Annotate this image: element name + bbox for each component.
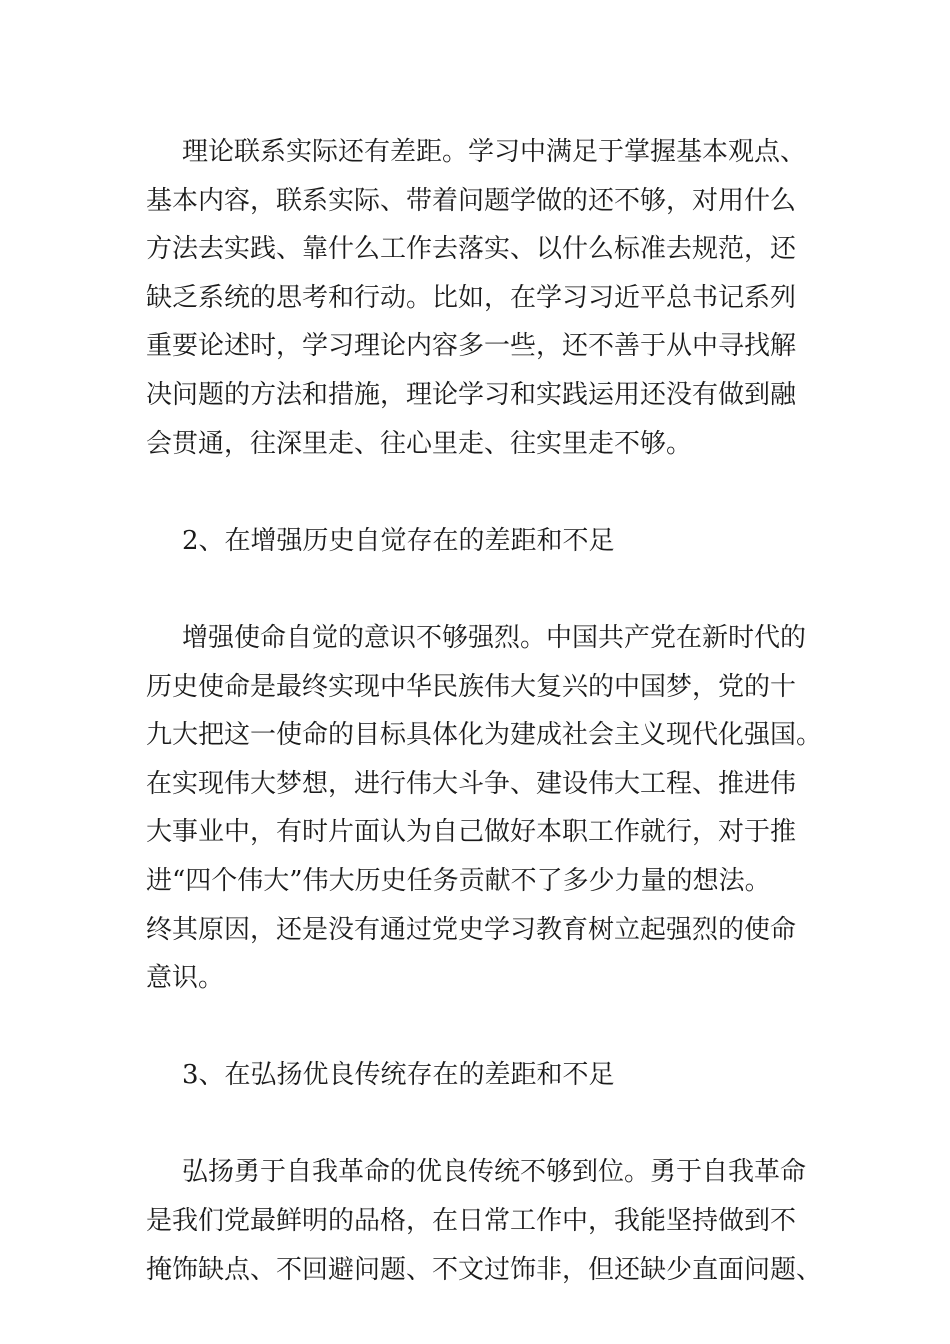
text-line: 重要论述时，学习理论内容多一些，还不善于从中寻找解 <box>146 331 797 362</box>
paragraph-gap <box>146 1003 806 1052</box>
text-line: 终其原因，还是没有通过党史学习教育树立起强烈的使命 <box>146 914 797 945</box>
text-line: 意识。 <box>146 963 225 994</box>
text-line: 掩饰缺点、不回避问题、不文过饰非，但还缺少直面问题、 <box>146 1254 823 1285</box>
paragraph-gap <box>146 468 806 517</box>
text-line: 缺乏系统的思考和行动。比如，在学习习近平总书记系列 <box>146 282 797 313</box>
section-heading-2 <box>146 517 806 566</box>
text-line: 决问题的方法和措施，理论学习和实践运用还没有做到融 <box>146 379 797 410</box>
text-line: 大事业中，有时片面认为自己做好本职工作就行，对于推 <box>146 817 797 848</box>
paragraph-self-revolution <box>146 1148 823 1294</box>
heading-line: 2、在增强历史自觉存在的差距和不足 <box>182 525 615 556</box>
paragraph-mission <box>146 614 823 1003</box>
paragraph-gap <box>146 1100 806 1149</box>
text-line: 历史使命是最终实现中华民族伟大复兴的中国梦，党的十 <box>146 671 797 702</box>
text-line: 在实现伟大梦想，进行伟大斗争、建设伟大工程、推进伟 <box>146 768 797 799</box>
text-line: 增强使命自觉的意识不够强烈。中国共产党在新时代的 <box>182 622 807 653</box>
text-line: 九大把这一使命的目标具体化为建成社会主义现代化强国。 <box>146 720 823 751</box>
text-line: 弘扬勇于自我革命的优良传统不够到位。勇于自我革命 <box>182 1157 807 1188</box>
text-line: 基本内容，联系实际、带着问题学做的还不够，对用什么 <box>146 185 797 216</box>
text-line: 理论联系实际还有差距。学习中满足于掌握基本观点、 <box>182 137 807 167</box>
text-line: 进“四个伟大”伟大历史任务贡献不了多少力量的想法。 <box>146 865 771 896</box>
text-line: 是我们党最鲜明的品格，在日常工作中，我能坚持做到不 <box>146 1206 797 1237</box>
section-heading-3 <box>146 1051 806 1100</box>
paragraph-gap <box>146 565 806 614</box>
text-line: 会贯通，往深里走、往心里走、往实里走不够。 <box>146 428 693 459</box>
text-line: 方法去实践、靠什么工作去落实、以什么标准去规范，还 <box>146 234 797 265</box>
heading-line: 3、在弘扬优良传统存在的差距和不足 <box>182 1060 615 1091</box>
paragraph-theory-practice <box>146 128 806 468</box>
document-body <box>146 128 823 1294</box>
